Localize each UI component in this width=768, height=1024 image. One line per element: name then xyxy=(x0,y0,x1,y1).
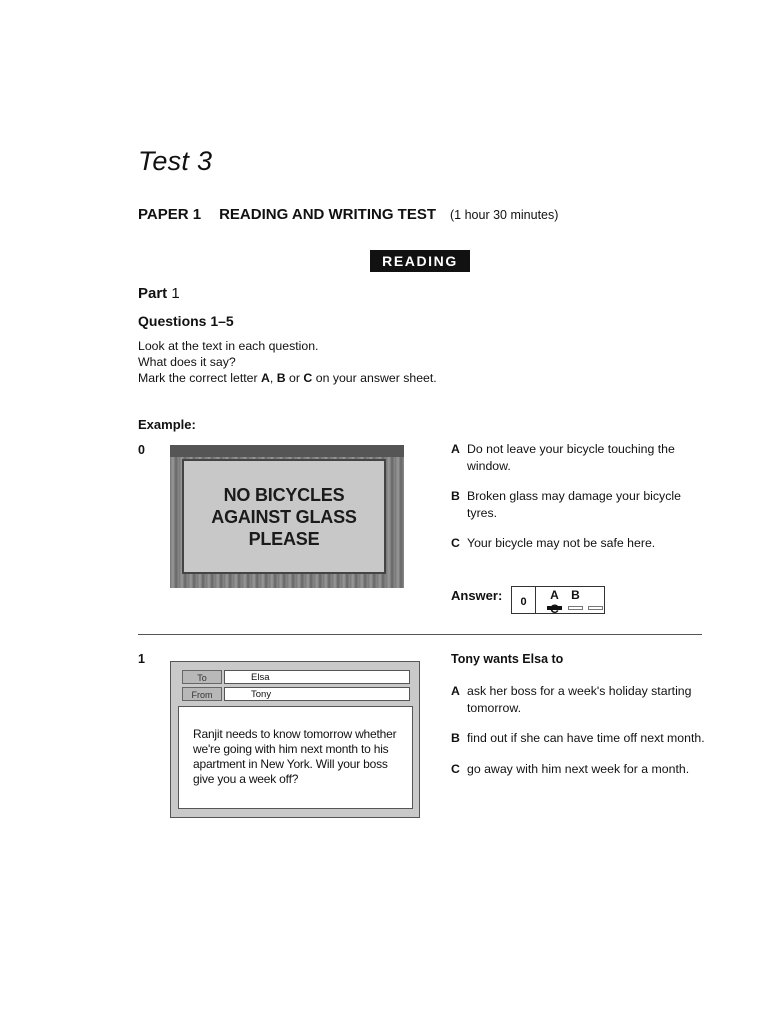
paper-heading xyxy=(138,206,558,223)
answer-sheet-box xyxy=(511,586,605,614)
option-letter: C xyxy=(451,536,460,550)
questions-range: Questions 1–5 xyxy=(138,313,234,329)
option-text: Broken glass may damage your bicycle tyres. xyxy=(467,489,681,520)
section-badge: READING xyxy=(370,250,470,272)
option-text: find out if she can have time off next month. xyxy=(467,731,705,745)
photo-frame-top xyxy=(170,445,404,457)
sign-board xyxy=(182,459,386,574)
option-letter: A xyxy=(451,684,460,698)
option-text: go away with him next week for a month. xyxy=(467,761,690,776)
paper-duration: (1 hour 30 minutes) xyxy=(450,208,559,222)
example-number: 0 xyxy=(138,443,145,457)
option-text: Your bicycle may not be safe here. xyxy=(467,536,656,550)
option-letter: C xyxy=(451,761,460,776)
instruction-line-3: Mark the correct letter A, B or C on your answer sheet. xyxy=(138,371,437,385)
answer-letter-b: B xyxy=(571,588,580,602)
sign-text: NO BICYCLES AGAINST GLASS PLEASE xyxy=(211,484,357,549)
email-to-field: Elsa xyxy=(224,670,410,684)
paper-label: PAPER 1 xyxy=(138,206,202,223)
answer-label: Answer: xyxy=(451,588,503,603)
answer-mark-c xyxy=(588,606,603,610)
answer-row-number: 0 xyxy=(512,587,536,613)
example-option-c xyxy=(451,535,712,552)
example-label: Example: xyxy=(138,417,196,432)
instruction-line-1: Look at the text in each question. xyxy=(138,339,319,353)
section-divider xyxy=(138,634,702,635)
answer-mark-b xyxy=(568,606,583,610)
question-1-number: 1 xyxy=(138,652,145,666)
option-text: Do not leave your bicycle touching the window. xyxy=(467,442,675,473)
answer-letter-a: A xyxy=(550,588,559,602)
answer-letters xyxy=(544,588,604,616)
email-body xyxy=(178,706,413,809)
question-1-stem: Tony wants Elsa to xyxy=(451,652,564,666)
email-window xyxy=(170,661,420,818)
question-1-options xyxy=(451,683,712,791)
answer-mark-a xyxy=(547,606,562,610)
option-letter: B xyxy=(451,731,460,745)
example-options xyxy=(451,441,712,566)
email-to-label: To xyxy=(182,670,222,684)
sign-photo xyxy=(170,445,404,588)
instructions xyxy=(138,338,437,386)
question-1-option-b xyxy=(451,730,712,747)
paper-name: READING AND WRITING TEST xyxy=(219,206,437,223)
option-text: ask her boss for a week's holiday starting tomorrow. xyxy=(467,684,692,715)
option-letter: B xyxy=(451,489,460,503)
instruction-line-2: What does it say? xyxy=(138,355,236,369)
example-option-a xyxy=(451,441,712,474)
email-from-field: Tony xyxy=(224,687,410,701)
question-1-option-a xyxy=(451,683,712,716)
email-from-label: From xyxy=(182,687,222,701)
part-title xyxy=(138,285,180,302)
part-label: Part xyxy=(138,285,168,302)
email-message: Ranjit needs to know tomorrow whether we're going with him next month to his apartment in New York. Will your boss give you a week off? xyxy=(193,727,397,786)
question-1-option-c xyxy=(451,761,712,778)
test-title: Test 3 xyxy=(138,146,213,176)
option-letter: A xyxy=(451,442,460,456)
part-number: 1 xyxy=(171,285,180,302)
example-option-b xyxy=(451,488,712,521)
